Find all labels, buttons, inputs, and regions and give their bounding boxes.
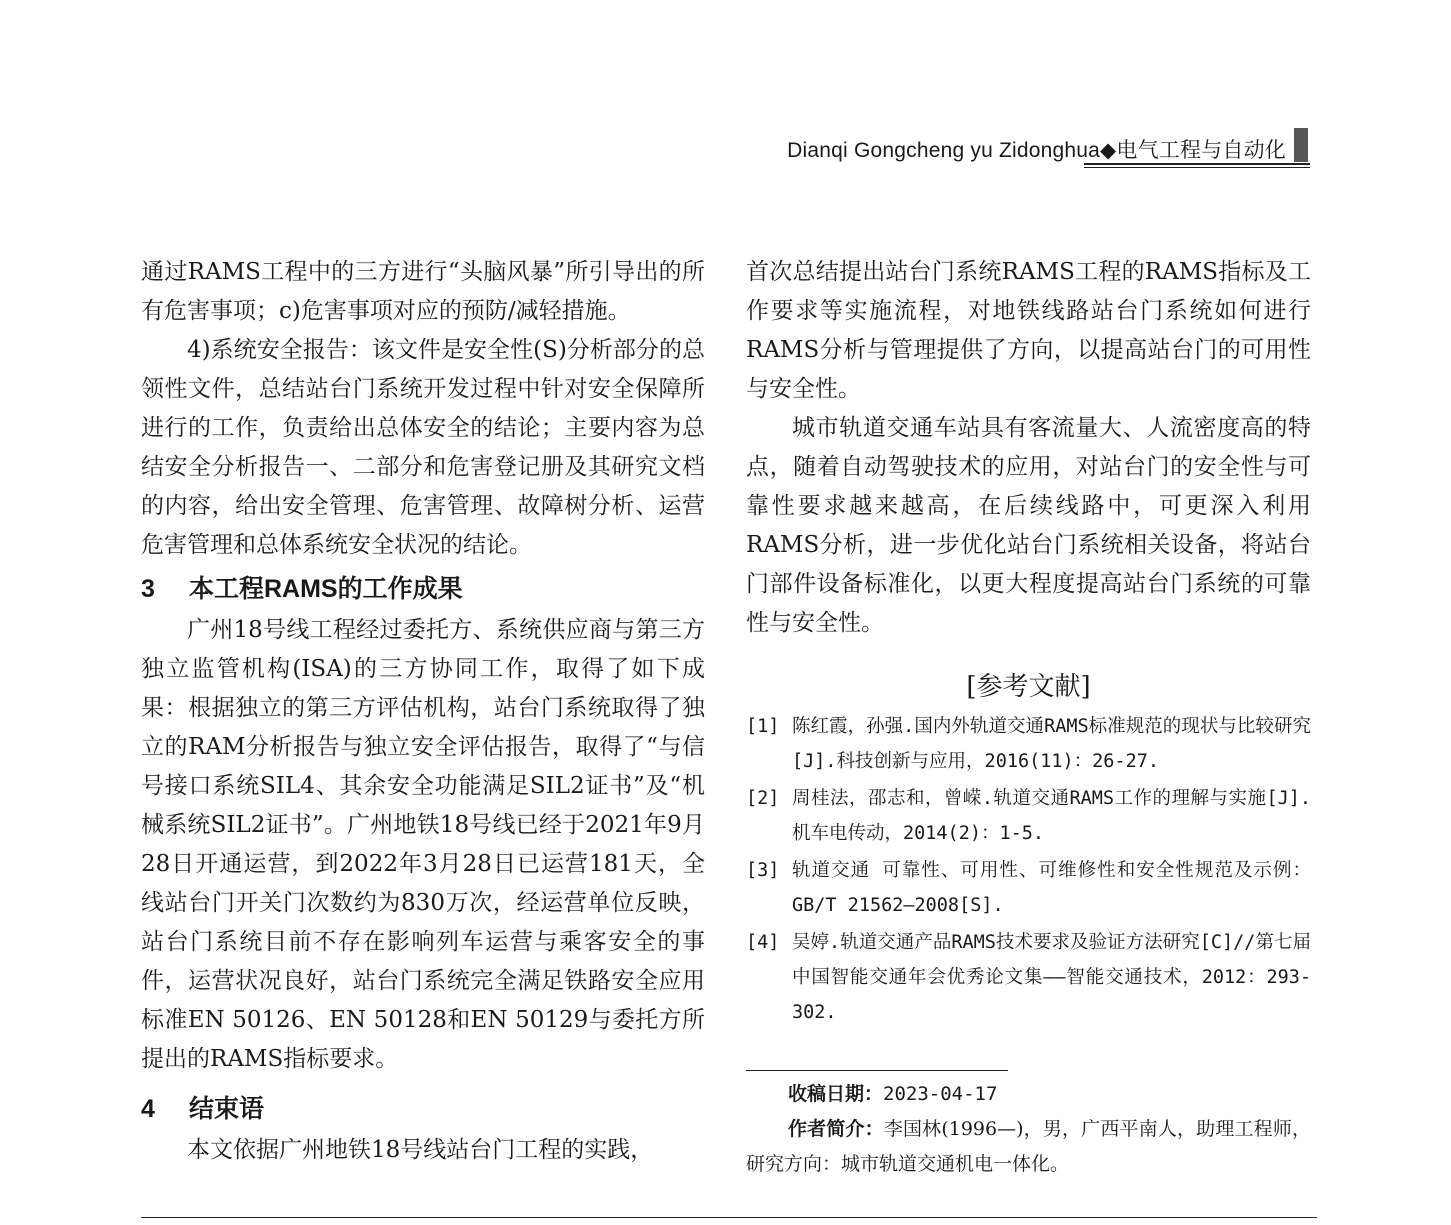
reference-number: [3]: [746, 860, 780, 881]
header-rule: [1084, 163, 1310, 165]
section-3-title: 本工程RAMS的工作成果: [189, 575, 463, 603]
left-paragraph-1: 通过RAMS工程中的三方进行“头脑风暴”所引导出的所有危害事项；c)危害事项对应的预防/减轻措施。: [141, 259, 705, 324]
header-pinyin: Dianqi Gongcheng yu Zidonghua: [787, 139, 1101, 162]
section-3-number: 3: [141, 575, 155, 603]
left-paragraph-2: 4)系统安全报告：该文件是安全性(S)分析部分的总领性文件，总结站台门系统开发过程中针对安全保障所进行的工作，负责给出总体安全的结论；主要内容为总结安全分析报告一、二部分和危害登记册及其研究文档的内容，给出安全管理、危害管理、故障树分析、运营危害管理和总体系统安全状况的结论。: [141, 337, 705, 558]
section-4-title: 结束语: [189, 1095, 265, 1123]
header-text: [787, 134, 1286, 164]
right-paragraph-2: 城市轨道交通车站具有客流量大、人流密度高的特点，随着自动驾驶技术的应用，对站台门的安全性与可靠性要求越来越高，在后续线路中，可更深入利用RAMS分析，进一步优化站台门系统相关设备，将站台门部件设备标准化，以更大程度提高站台门系统的可靠性与安全性。: [746, 415, 1311, 636]
header-journal: 电气工程与自动化: [1116, 138, 1286, 162]
reference-number: [1]: [746, 716, 780, 737]
author-note: [746, 1112, 1311, 1182]
diamond-icon: ◆: [1100, 139, 1117, 162]
received-date: 2023-04-17: [883, 1083, 998, 1105]
header-rule-thin: [1084, 167, 1310, 168]
right-paragraph-1: 首次总结提出站台门系统RAMS工程的RAMS指标及工作要求等实施流程，对地铁线路站台门系统如何进行RAMS分析与管理提供了方向，以提高站台门的可用性与安全性。: [746, 259, 1311, 402]
section-4-number: 4: [141, 1095, 155, 1123]
reference-number: [2]: [746, 788, 780, 809]
references-list: [746, 709, 1311, 1030]
reference-item: [746, 925, 1311, 1030]
reference-text: 吴婷.轨道交通产品RAMS技术要求及验证方法研究[C]//第七届中国智能交通年会优秀论文集——智能交通技术，2012：293-302.: [792, 932, 1311, 1023]
section-3-heading: [141, 565, 705, 611]
reference-item: [746, 853, 1311, 923]
right-column: [746, 253, 1311, 1182]
page-bottom-rule: [141, 1217, 1317, 1218]
author-label: 作者简介：: [788, 1119, 884, 1140]
reference-item: [746, 781, 1311, 851]
reference-text: 陈红霞，孙强.国内外轨道交通RAMS标准规范的现状与比较研究[J].科技创新与应用，2016(11)：26-27.: [792, 716, 1311, 772]
reference-item: [746, 709, 1311, 779]
section-4-heading: [141, 1085, 705, 1131]
left-paragraph-3: 广州18号线工程经过委托方、系统供应商与第三方独立监管机构(ISA)的三方协同工作，取得了如下成果：根据独立的第三方评估机构，站台门系统取得了独立的RAM分析报告与独立安全评估报告，取得了“与信号接口系统SIL4、其余安全功能满足SIL2证书”及“机械系统SIL2证书”。广州地铁18号线已经于2021年9月28日开通运营，到2022年3月28日已运营181天，全线站台门开关门次数约为830万次，经运营单位反映，站台门系统目前不存在影响列车运营与乘客安全的事件，运营状况良好，站台门系统完全满足铁路安全应用标准EN 50126、EN 50128和EN 50129与委托方所提出的RAMS指标要求。: [141, 617, 705, 1072]
footnote-rule: [746, 1070, 1008, 1071]
running-header: [760, 128, 1310, 168]
reference-number: [4]: [746, 932, 780, 953]
received-label: 收稿日期：: [788, 1084, 884, 1105]
left-column: [141, 253, 705, 1170]
author-text: 李国林(1996—)，男，广西平南人，助理工程师，研究方向：城市轨道交通机电一体化。: [746, 1118, 1311, 1175]
left-paragraph-4: 本文依据广州地铁18号线站台门工程的实践，: [187, 1137, 654, 1163]
reference-text: 周桂法，邵志和，曾嵘.轨道交通RAMS工作的理解与实施[J].机车电传动，2014(2)：1-5.: [792, 788, 1311, 844]
references-title: [参考文献]: [966, 672, 1091, 702]
received-date-note: [746, 1077, 1311, 1112]
header-bar: [1294, 128, 1308, 162]
reference-text: 轨道交通 可靠性、可用性、可维修性和安全性规范及示例：GB/T 21562—2008[S].: [792, 860, 1311, 916]
